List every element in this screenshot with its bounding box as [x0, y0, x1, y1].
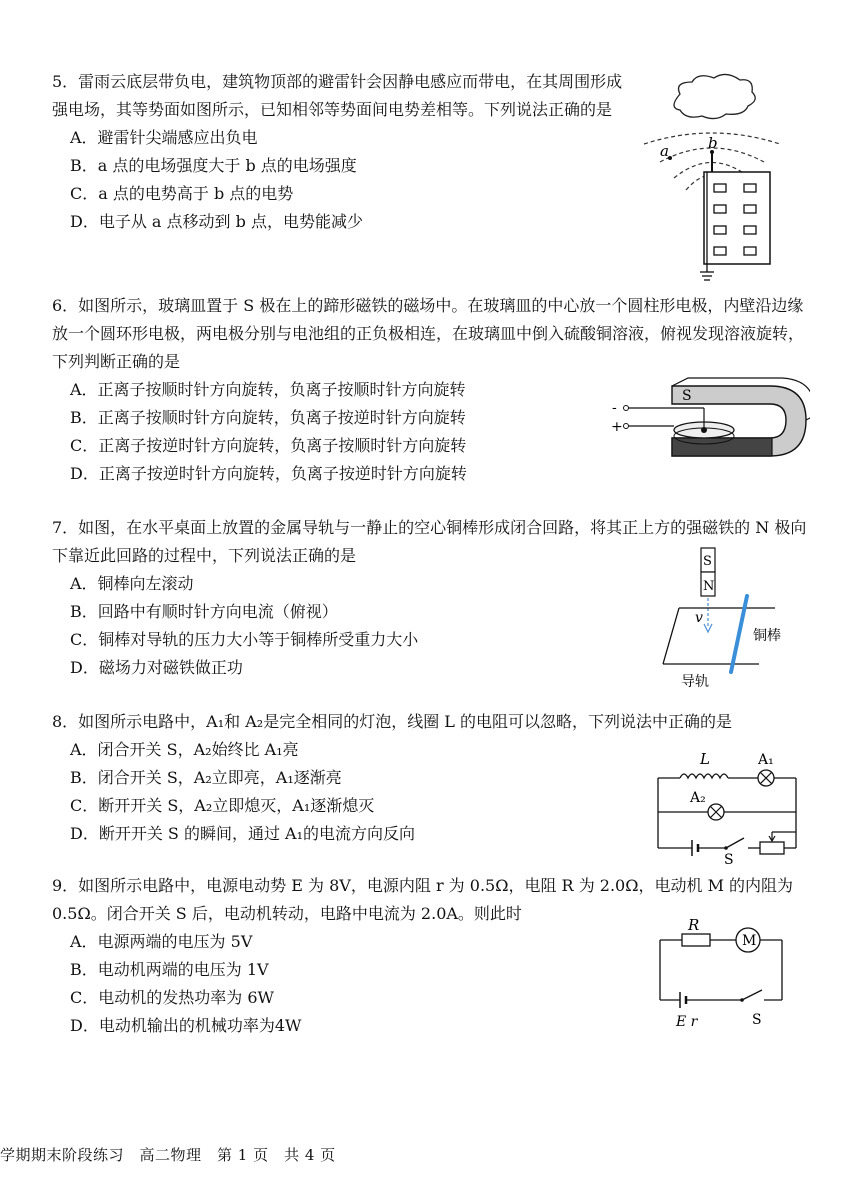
- question-stem: 6．如图所示，玻璃皿置于 S 极在上的蹄形磁铁的磁场中。在玻璃皿的中心放一个圆柱形电极，内壁沿边缘放一个圆环形电极，两电极分别与电池组的正负极相连，在玻璃皿中倒入硫酸铜溶液，俯视发现溶液旋转，下列判断正确的是: [52, 296, 805, 371]
- switch: [726, 838, 744, 848]
- minus-label: -: [612, 400, 617, 416]
- rail-label: 导轨: [681, 674, 709, 690]
- inductor-coil: [680, 774, 728, 778]
- resistor: [682, 934, 710, 946]
- option-c: C．铜棒对导轨的压力大小等于铜棒所受重力大小: [70, 630, 419, 649]
- option-a: A．正离子按顺时针方向旋转，负离子按顺时针方向旋转: [70, 380, 466, 399]
- velocity-label: v: [695, 610, 703, 626]
- plus-label: +: [611, 419, 623, 435]
- resistor-label: R: [688, 916, 700, 934]
- option-d: D．断开开关 S 的瞬间，通过 A₁的电流方向反向: [70, 824, 416, 843]
- option-b: B．电动机两端的电压为 1V: [70, 960, 269, 979]
- question-stem: 9．如图所示电路中，电源电动势 E 为 8V，电源内阻 r 为 0.5Ω，电阻 R 为 2.0Ω，电动机 M 的内阻为 0.5Ω。闭合开关 S 后，电动机转动，电路中电流为 2.0A。则此时: [52, 876, 794, 923]
- option-c: C．正离子按逆时针方向旋转，负离子按顺时针方向旋转: [70, 436, 467, 455]
- motor-label: M: [742, 933, 757, 949]
- option-c: C．a 点的电势高于 b 点的电势: [70, 184, 294, 203]
- page-footer: 学期期末阶段练习 高二物理 第 1 页 共 4 页: [0, 1146, 336, 1164]
- magnet-n-label: N: [703, 579, 715, 594]
- question-stem: 5．雷雨云底层带负电，建筑物顶部的避雷针会因静电感应而带电，在其周围形成强电场，其等势面如图所示，已知相邻等势面间电势差相等。下列说法正确的是: [52, 72, 623, 119]
- option-d: D．电动机输出的机械功率为4W: [70, 1016, 302, 1035]
- cloud-icon: [674, 74, 755, 118]
- horseshoe-magnet-figure: [610, 372, 810, 472]
- inductor-circuit-figure: [650, 744, 815, 864]
- point-b-label: b: [708, 134, 718, 152]
- option-a: A．电源两端的电压为 5V: [70, 932, 253, 951]
- inductor-label: L: [700, 750, 710, 768]
- option-a: A．铜棒向左滚动: [70, 574, 194, 593]
- switch-label: S: [752, 1012, 762, 1028]
- switch: [742, 990, 762, 1000]
- question-stem: 8．如图所示电路中，A₁和 A₂是完全相同的灯泡，线圈 L 的电阻可以忽略，下列说法中正确的是: [52, 712, 733, 731]
- magnet-s-label: S: [682, 388, 692, 404]
- lightning-rod-figure: [640, 72, 820, 287]
- option-b: B．回路中有顺时针方向电流（俯视）: [70, 602, 338, 621]
- rheostat: [760, 842, 784, 854]
- lamp-a1-label: A₁: [758, 752, 774, 768]
- option-c: C．电动机的发热功率为 6W: [70, 988, 274, 1007]
- magnet-s-label: S: [703, 554, 712, 569]
- option-b: B．正离子按顺时针方向旋转，负离子按逆时针方向旋转: [70, 408, 466, 427]
- option-d: D．正离子按逆时针方向旋转，负离子按逆时针方向旋转: [70, 464, 467, 483]
- copper-rod-figure: [655, 546, 820, 692]
- option-b: B．闭合开关 S，A₂立即亮，A₁逐渐亮: [70, 768, 342, 787]
- lamp-a2-label: A₂: [690, 790, 706, 806]
- option-a: A．避雷针尖端感应出负电: [70, 128, 258, 147]
- option-a: A．闭合开关 S，A₂始终比 A₁亮: [70, 740, 299, 759]
- copper-rod-label: 铜棒: [753, 628, 781, 644]
- source-label: E r: [676, 1014, 698, 1030]
- option-d: D．电子从 a 点移动到 b 点，电势能减少: [70, 212, 363, 231]
- option-d: D．磁场力对磁铁做正功: [70, 658, 243, 677]
- option-c: C．断开开关 S，A₂立即熄灭，A₁逐渐熄灭: [70, 796, 375, 815]
- switch-label: S: [724, 852, 734, 864]
- motor-circuit-figure: [652, 914, 812, 1034]
- option-b: B．a 点的电场强度大于 b 点的电场强度: [70, 156, 357, 175]
- question-stem: 7．如图，在水平桌面上放置的金属导轨与一静止的空心铜棒形成闭合回路，将其正上方的强磁铁的 N 极向下靠近此回路的过程中，下列说法正确的是: [52, 518, 807, 565]
- point-a-label: a: [660, 142, 669, 160]
